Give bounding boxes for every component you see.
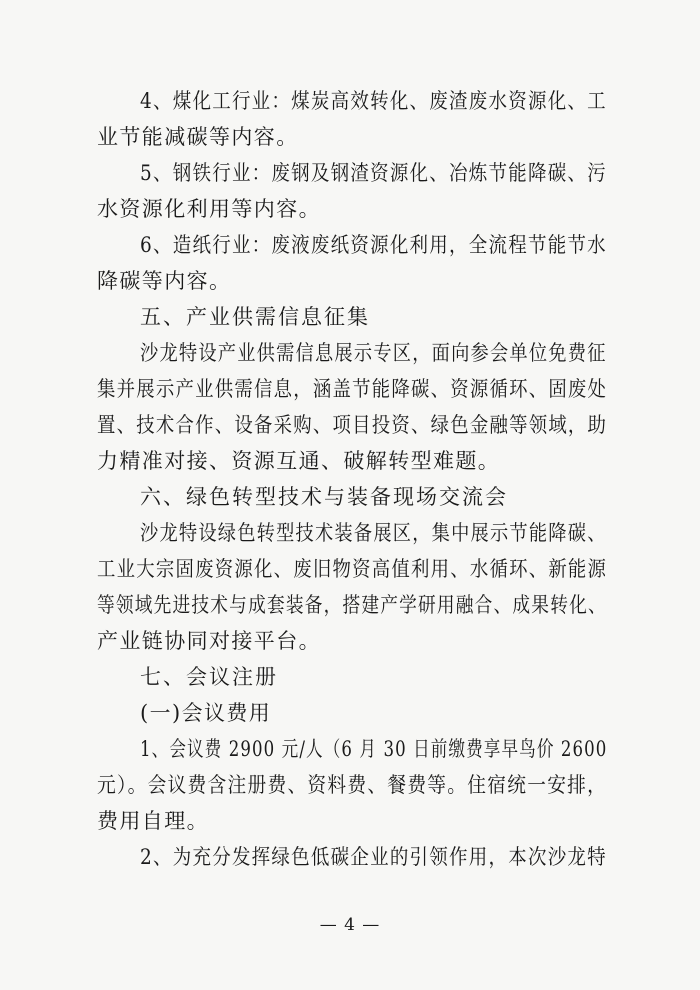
subsection-heading: (一)会议费用 bbox=[140, 701, 272, 725]
text-line: 力精准对接、资源互通、破解转型难题。 bbox=[97, 449, 501, 473]
section-heading: 七、会议注册 bbox=[140, 665, 278, 689]
section-heading: 五、产业供需信息征集 bbox=[140, 305, 370, 329]
page-number: — 4 — bbox=[319, 915, 381, 935]
text-line: 置、技术合作、设备采购、项目投资、绿色金融等领域，助 bbox=[97, 413, 608, 437]
text-line: 产业链协同对接平台。 bbox=[97, 629, 321, 653]
text-line: 集并展示产业供需信息，涵盖节能降碳、资源循环、固废处 bbox=[97, 377, 608, 401]
text-line: 沙龙特设产业供需信息展示专区，面向参会单位免费征 bbox=[140, 341, 607, 365]
text-line: 沙龙特设绿色转型技术装备展区，集中展示节能降碳、 bbox=[140, 521, 607, 545]
text-line: 元）。会议费含注册费、资料费、餐费等。住宿统一安排， bbox=[97, 773, 608, 797]
text-line: 降碳等内容。 bbox=[97, 269, 232, 293]
text-line: 5、钢铁行业：废钢及钢渣资源化、冶炼节能降碳、污 bbox=[140, 161, 607, 185]
text-line: 等领域先进技术与成套装备，搭建产学研用融合、成果转化、 bbox=[97, 593, 607, 617]
text-line: 业节能减碳等内容。 bbox=[97, 125, 299, 149]
text-line: 1、会议费 2900 元/人（6 月 30 日前缴费享早鸟价 2600 bbox=[140, 737, 608, 761]
text-line: 6、造纸行业：废液废纸资源化利用，全流程节能节水 bbox=[140, 233, 607, 257]
text-line: 水资源化利用等内容。 bbox=[97, 197, 321, 221]
text-line: 2、为充分发挥绿色低碳企业的引领作用，本次沙龙特 bbox=[140, 845, 607, 869]
text-line: 4、煤化工行业：煤炭高效转化、废渣废水资源化、工 bbox=[140, 89, 607, 113]
text-line: 工业大宗固废资源化、废旧物资高值利用、水循环、新能源 bbox=[97, 557, 608, 581]
section-heading: 六、绿色转型技术与装备现场交流会 bbox=[140, 485, 508, 509]
text-line: 费用自理。 bbox=[97, 809, 209, 833]
